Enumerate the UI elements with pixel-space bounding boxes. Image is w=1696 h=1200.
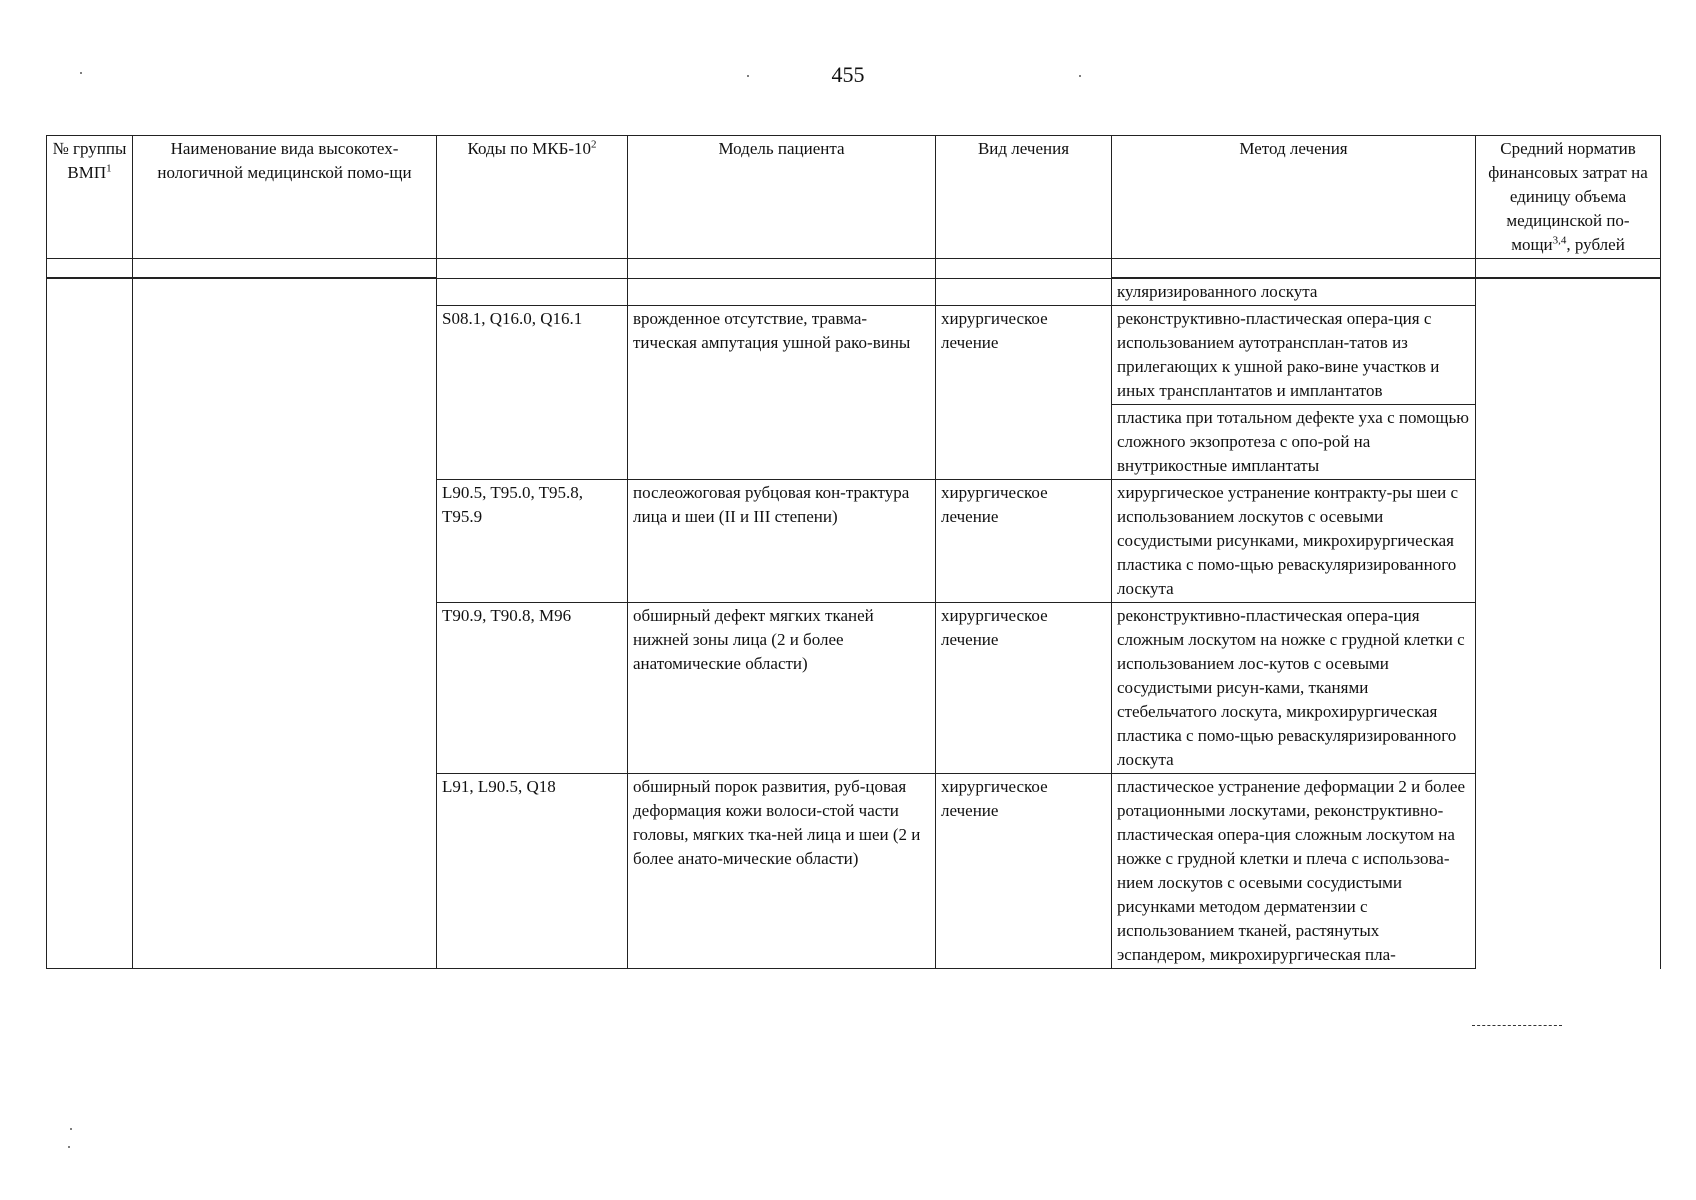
header-method: Метод лечения [1112, 136, 1476, 259]
scan-speck [70, 1128, 72, 1130]
treatment-cell: хирургическое лечение [936, 603, 1112, 774]
treatment-cell: хирургическое лечение [936, 306, 1112, 480]
method-cell: реконструктивно-пластическая опера-ция сложным лоскутом на ножке с грудной клетки с использованием лос-кутов с осевыми сосудистыми рисун-ками, тканями стебельчатого лоскута, микрохирургическая пластика с помо-щью реваскуляризированного лоскута [1112, 603, 1476, 774]
model-cell: врожденное отсутствие, травма-тическая ампутация ушной рако-вины [628, 306, 936, 480]
scan-speck [747, 75, 749, 77]
codes-cell: T90.9, T90.8, M96 [437, 603, 628, 774]
method-cell: реконструктивно-пластическая опера-ция с использованием аутотрансплан-татов из прилегающих к ушной рако-вине участков и иных трансплантатов и имплантатов [1112, 306, 1476, 405]
header-name: Наименование вида высокотех-нологичной медицинской помо-щи [133, 136, 437, 259]
method-cell: пластика при тотальном дефекте уха с помощью сложного экзопротеза с опо-рой на внутрикостные имплантаты [1112, 405, 1476, 480]
method-cell: хирургическое устранение контракту-ры шеи с использованием лоскутов с осевыми сосудистыми рисунками, микрохирургическая пластика с помо-щью реваскуляризированного лоскута [1112, 480, 1476, 603]
column-number-row [47, 259, 1661, 279]
continuation-method-cell: куляризированного лоскута [1112, 278, 1476, 306]
name-cell [133, 278, 437, 969]
codes-cell: S08.1, Q16.0, Q16.1 [437, 306, 628, 480]
treatment-cell: хирургическое лечение [936, 774, 1112, 969]
header-group-no: № группы ВМП$^1$ [47, 136, 133, 259]
header-cost: Средний норматив финансовых затрат на единицу объема медицинской по-мощи$^{3,4}$, рублей [1476, 136, 1661, 259]
treatment-cell: хирургическое лечение [936, 480, 1112, 603]
table-header-row [47, 136, 1661, 259]
model-cell: обширный порок развития, руб-цовая деформация кожи волоси-стой части головы, мягких тка-ней лица и шеи (2 и более анато-мические области) [628, 774, 936, 969]
continuation-row [47, 278, 1661, 306]
scan-speck [80, 72, 82, 74]
medical-care-table [46, 135, 1661, 969]
scan-speck [1079, 75, 1081, 77]
continuation-dash [1472, 1025, 1562, 1026]
codes-cell: L91, L90.5, Q18 [437, 774, 628, 969]
model-cell: обширный дефект мягких тканей нижней зоны лица (2 и более анатомические области) [628, 603, 936, 774]
cost-cell [1476, 278, 1661, 969]
header-patient-model: Модель пациента [628, 136, 936, 259]
header-treatment-type: Вид лечения [936, 136, 1112, 259]
page-number: 455 [831, 62, 865, 87]
model-cell: послеожоговая рубцовая кон-трактура лица и шеи (II и III степени) [628, 480, 936, 603]
method-cell: пластическое устранение деформации 2 и более ротационными лоскутами, реконструктивно-пластическая опера-ция сложным лоскутом на ножке с грудной клетки и плеча с использова-нием лоскутов с осевыми сосудистыми рисунками методом дерматензии с использованием тканей, растянутых эспандером, микрохирургическая пла- [1112, 774, 1476, 969]
codes-cell: L90.5, T95.0, T95.8, T95.9 [437, 480, 628, 603]
group-no-cell [47, 278, 133, 969]
header-codes: Коды по МКБ-$10^2$ [437, 136, 628, 259]
scan-speck [68, 1146, 70, 1148]
